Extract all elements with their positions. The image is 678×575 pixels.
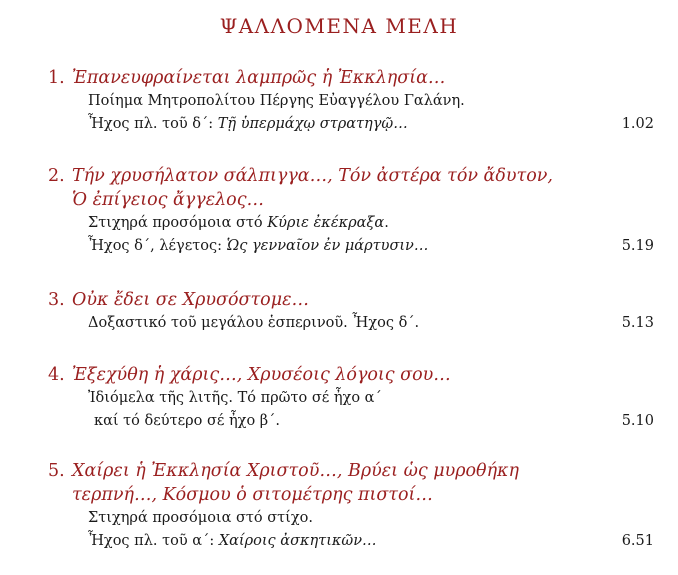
entry-line [48, 90, 658, 113]
entry-number: 1. [48, 68, 65, 88]
entry-heading [48, 459, 658, 483]
page-number: 5.10 [621, 413, 654, 429]
list-item [48, 459, 658, 553]
entry-line-italic: Κύριε ἐκέκραξα [267, 215, 385, 231]
entry-line-text: Στιχηρά προσόμοια στό στίχο. [88, 510, 313, 526]
entry-line [48, 507, 658, 530]
entry-line-text: . [384, 215, 389, 231]
entry-title-continued: Ὁ ἐπίγειος ἄγγελος… [72, 190, 265, 210]
page-title: ΨΑΛΛΟΜΕΝΑ ΜΕΛΗ [219, 14, 459, 38]
entry-line [48, 312, 658, 335]
page-number: 6.51 [621, 533, 654, 549]
entry-line-text: Ποίημα Μητροπολίτου Πέργης Εὐαγγέλου Γαλάνη. [88, 93, 465, 109]
entry-title-continued: τερπνή…, Κόσμου ὁ σιτομέτρης πιστοί… [72, 485, 433, 505]
entry-title: Ἐξεχύθη ἡ χάρις…, Χρυσέοις λόγοις σου… [72, 365, 451, 385]
entry-heading [48, 363, 658, 387]
entry-line-italic: Τῇ ὑπερμάχῳ στρατηγῷ… [217, 116, 408, 132]
entry-line [48, 387, 658, 410]
entry-line [48, 212, 658, 235]
entry-line [48, 530, 658, 553]
entry-line-text: Δοξαστικό τοῦ μεγάλου ἑσπερινοῦ. Ἦχος δ΄. [88, 315, 420, 331]
entry-line-text: Στιχηρά προσόμοια στό [88, 215, 268, 231]
entry-heading [48, 66, 658, 90]
page-number: 1.02 [621, 116, 654, 132]
entry-line [48, 113, 658, 136]
page-number: 5.19 [621, 238, 654, 254]
list-item [48, 164, 658, 258]
entry-line-text: Ἦχος δ΄, λέγετος: [88, 238, 227, 254]
entry-number: 3. [48, 290, 65, 310]
entry-title: Ἐπανευφραίνεται λαμπρῶς ἡ Ἐκκλησία… [72, 68, 446, 88]
entry-line-text: Ἦχος πλ. τοῦ δ΄: [88, 116, 218, 132]
entry-line-text: καί τό δεύτερο σέ ἦχο β΄. [94, 413, 281, 429]
list-item [48, 288, 658, 335]
entry-title: Τήν χρυσήλατον σάλπιγγα…, Τόν ἀστέρα τόν ἄδυτον, [72, 166, 553, 186]
entry-line-italic: Χαίροις ἀσκητικῶν… [218, 533, 377, 549]
entry-number: 4. [48, 365, 65, 385]
entry-number: 2. [48, 166, 65, 186]
entry-line [48, 235, 658, 258]
entry-line-text: Ἦχος πλ. τοῦ α΄: [88, 533, 219, 549]
entry-line-italic: Ὡς γενναῖον ἐν μάρτυσιν… [226, 238, 429, 254]
entry-title: Χαίρει ἡ Ἐκκλησία Χριστοῦ…, Βρύει ὡς μυροθήκη [72, 461, 520, 481]
entry-line [48, 410, 658, 433]
list-item [48, 363, 658, 433]
entry-line-text: Ἰδιόμελα τῆς λιτῆς. Τό πρῶτο σέ ἦχο α΄ [88, 390, 382, 406]
list-item [48, 66, 658, 136]
entry-title: Οὐκ ἔδει σε Χρυσόστομε… [72, 290, 309, 310]
entry-heading [48, 288, 658, 312]
entry-heading [48, 164, 658, 188]
entry-number: 5. [48, 461, 65, 481]
page-number: 5.13 [621, 315, 654, 331]
